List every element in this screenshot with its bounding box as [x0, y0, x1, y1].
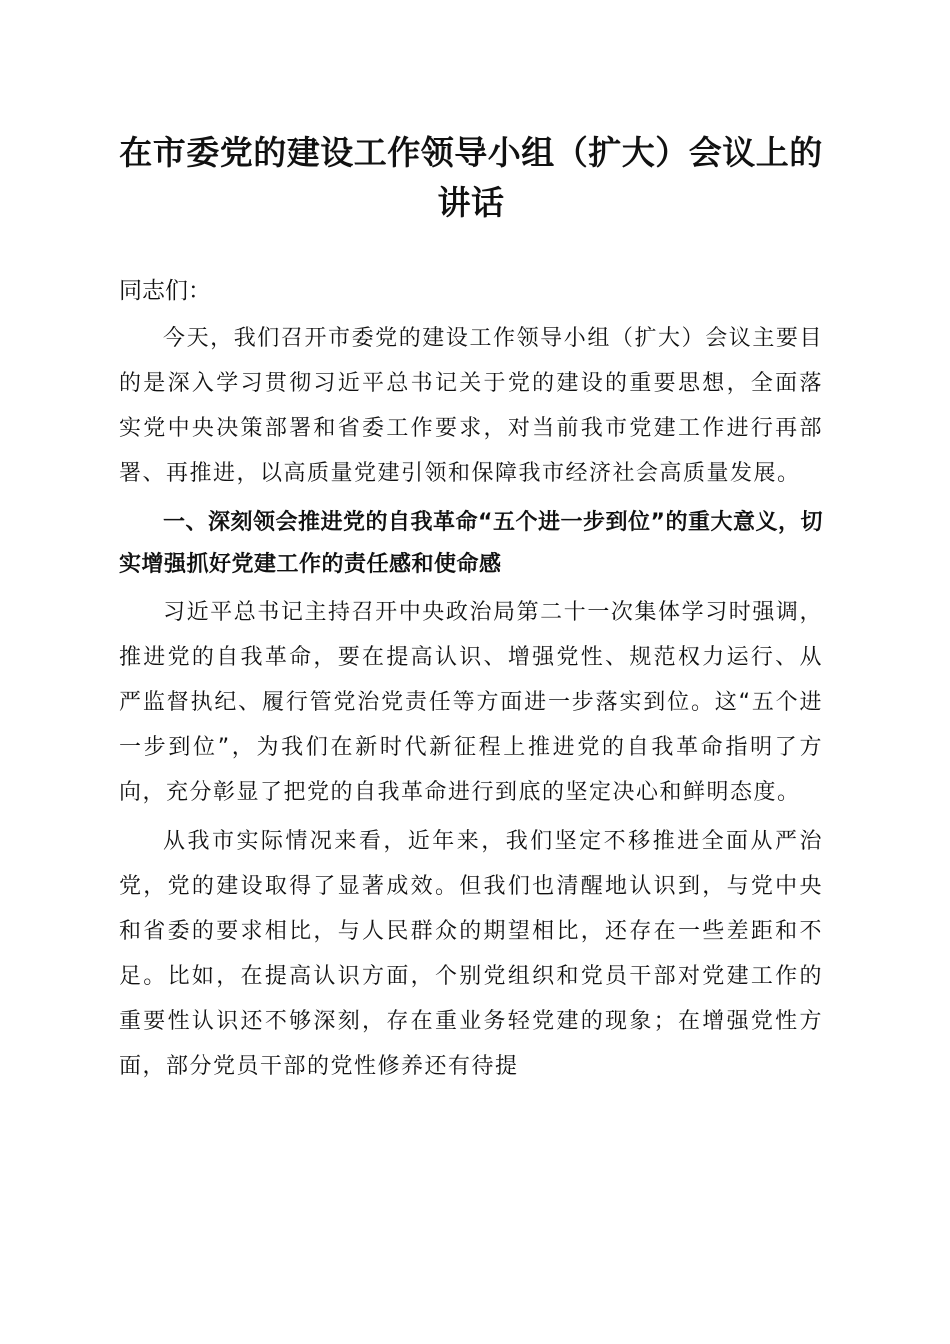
document-title: 在市委党的建设工作领导小组（扩大）会议上的讲话 [119, 133, 823, 222]
paragraph-significance: 习近平总书记主持召开中央政治局第二十一次集体学习时强调，推进党的自我革命，要在提高认识、增强党性、规范权力运行、从严监督执纪、履行管党治党责任等方面进一步落实到位。这“五个进一步到位”，为我们在新时代新征程上推进党的自我革命指明了方向，充分彰显了把党的自我革命进行到底的坚定决心和鲜明态度。 [119, 600, 823, 805]
paragraph-situation: 从我市实际情况来看，近年来，我们坚定不移推进全面从严治党，党的建设取得了显著成效。但我们也清醒地认识到，与党中央和省委的要求相比，与人民群众的期望相比，还存在一些差距和不足。比如，在提高认识方面，个别党组织和党员干部对党建工作的重要性认识还不够深刻，存在重业务轻党建的现象；在增强党性方面，部分党员干部的党性修养还有待提 [119, 829, 823, 1079]
document-page [119, 128, 823, 1089]
section-heading: 一、深刻领会推进党的自我革命“五个进一步到位”的重大意义，切实增强抓好党建工作的责任感和使命感 [119, 510, 823, 577]
paragraph-intro: 今天，我们召开市委党的建设工作领导小组（扩大）会议主要目的是深入学习贯彻习近平总书记关于党的建设的重要思想，全面落实党中央决策部署和省委工作要求，对当前我市党建工作进行再部署、再推进，以高质量党建引领和保障我市经济社会高质量发展。 [119, 326, 823, 486]
salutation: 同志们： [119, 278, 211, 304]
